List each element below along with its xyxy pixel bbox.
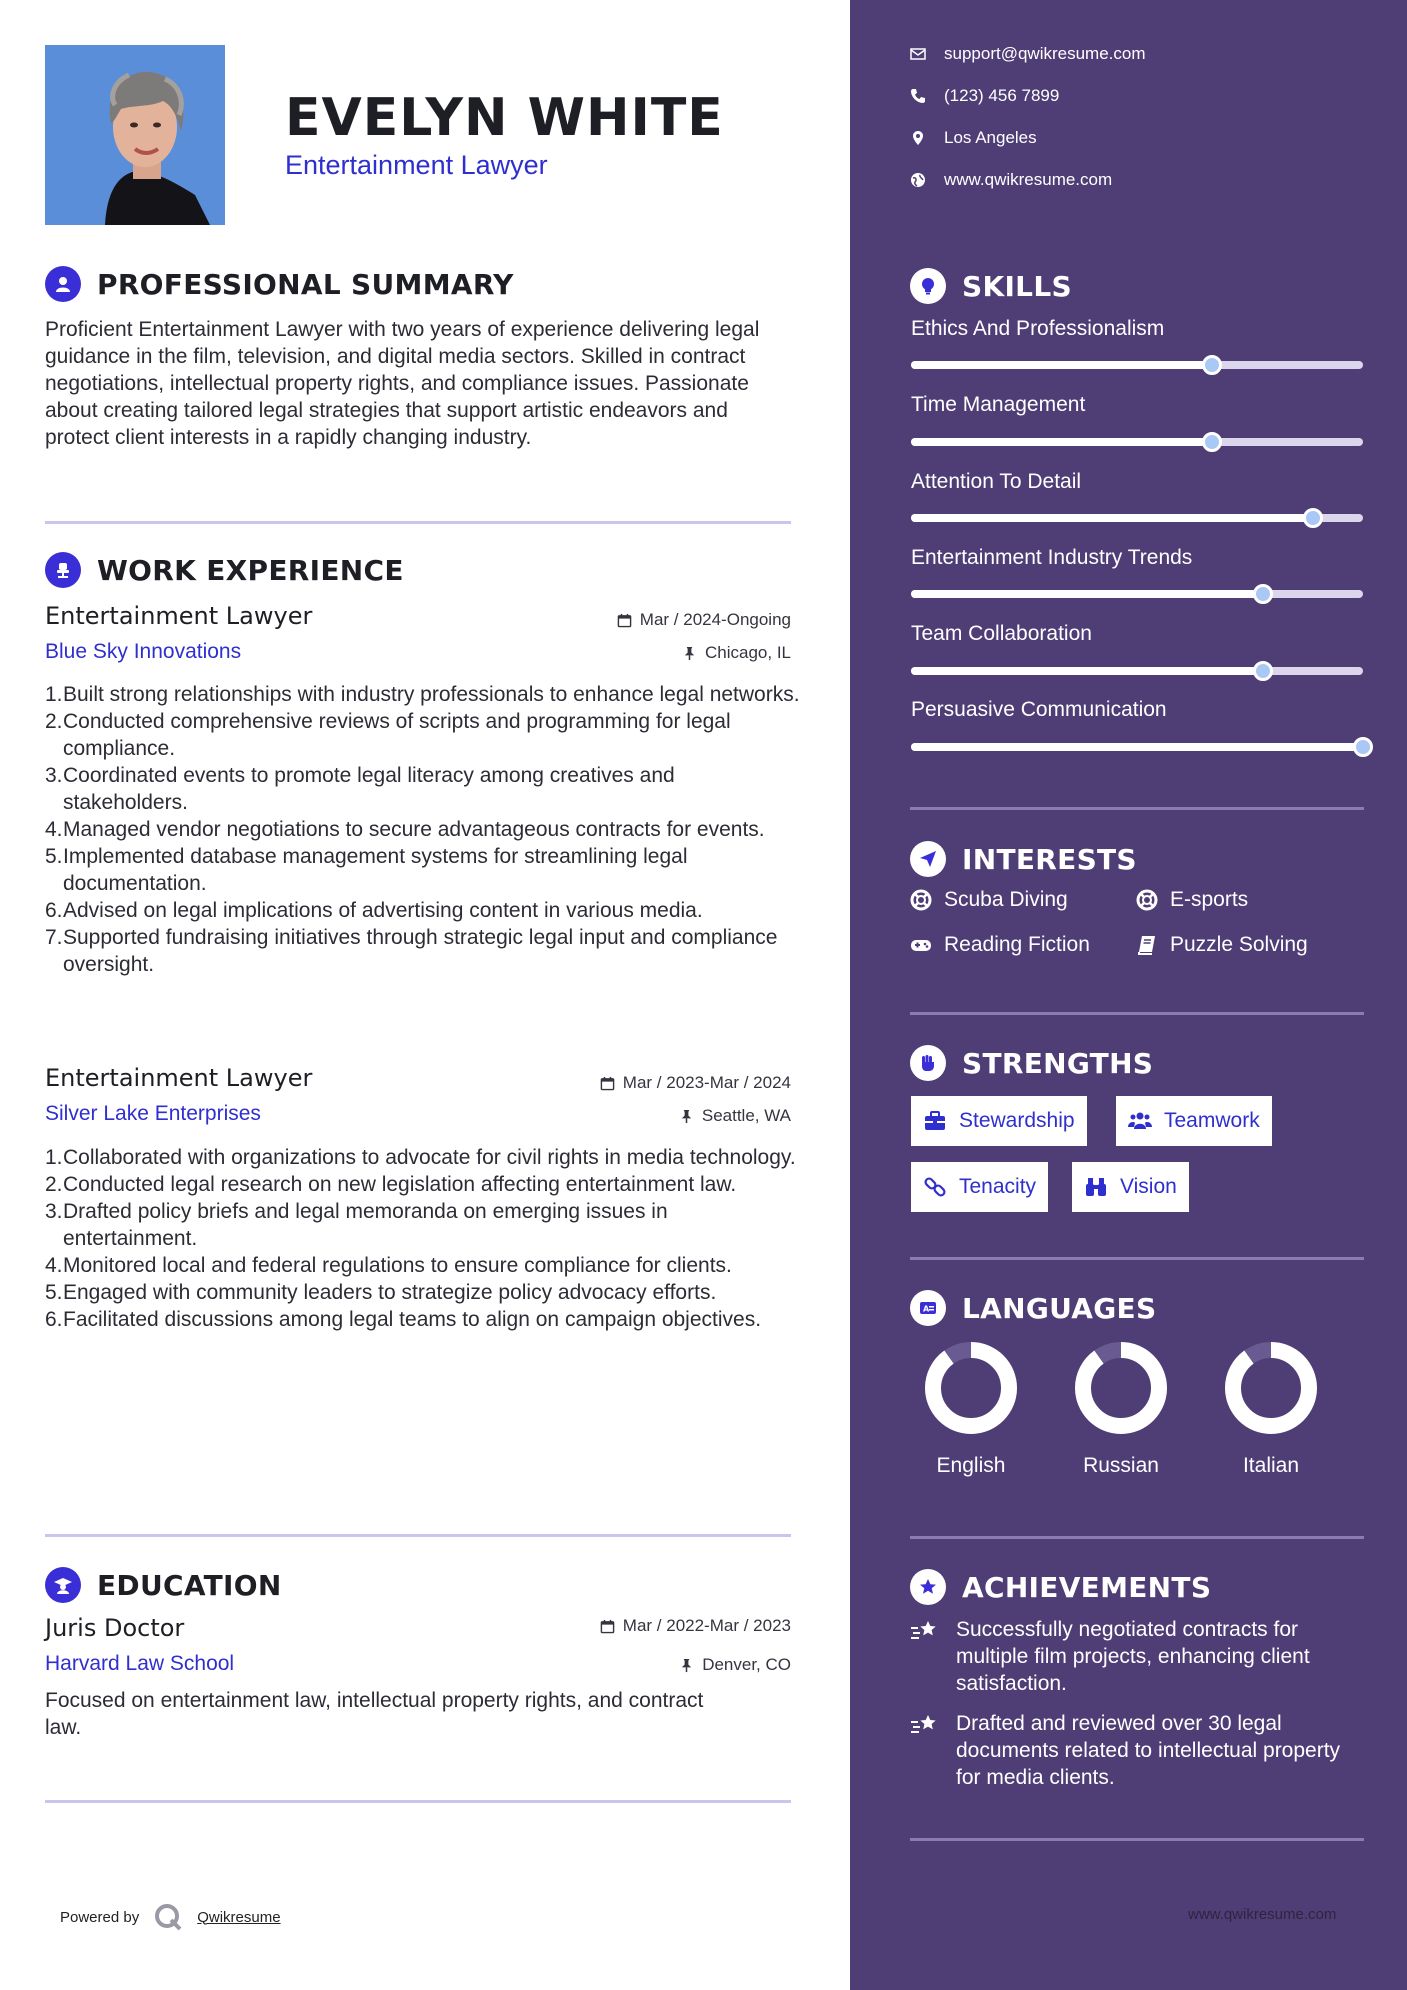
skill-bar-knob [1303,508,1323,528]
candidate-name: EVELYN WHITE [285,88,724,148]
job-bullets [45,681,800,978]
powered-by [60,1902,281,1932]
divider [45,1534,791,1537]
globe-icon [910,172,926,188]
pin-icon [679,1658,694,1673]
language-label: Russian [1083,1454,1159,1477]
strength-chip [911,1162,1048,1212]
education-dates [600,1616,791,1636]
skill-bar-fill [911,438,1212,446]
divider [910,1012,1364,1015]
strength-label: Vision [1120,1175,1177,1198]
svg-text:A: A [923,1304,930,1314]
skill-bar-fill [911,361,1212,369]
achievement-item [910,1616,1370,1697]
skill-label: Entertainment Industry Trends [911,546,1193,569]
achievements-header [910,1569,1211,1605]
list-item: 7. Supported fundraising initiatives through strategic legal input and compliance oversight. [45,926,778,976]
achievement-text: Successfully negotiated contracts for multiple film projects, enhancing client satisfaction. [956,1618,1310,1695]
interest-item [1136,888,1248,912]
strengths-title: STRENGTHS [962,1046,1154,1080]
job-dates [617,610,791,630]
job-title: Entertainment Lawyer [45,602,313,630]
degree: Juris Doctor [45,1614,185,1642]
skill-bar [911,514,1363,522]
list-item: 5. Implemented database management systems for streamlining legal documentation. [45,845,688,895]
pin-icon [679,1109,694,1124]
list-item: 5. Engaged with community leaders to strategize policy advocacy efforts. [45,1281,717,1304]
job-location [682,643,791,663]
job-dates-text: Mar / 2023-Mar / 2024 [622,1073,791,1092]
language-icon [910,1290,946,1326]
phone-icon [910,88,926,104]
briefcase-icon [923,1109,947,1133]
location-text: Los Angeles [944,128,1037,147]
divider [910,807,1364,810]
divider [45,521,791,524]
calendar-icon [617,613,632,628]
list-item: 3. Coordinated events to promote legal literacy among creatives and stakeholders. [45,764,675,814]
achievements-title: ACHIEVEMENTS [962,1570,1212,1604]
skill-bar-fill [911,590,1263,598]
summary-header [45,266,514,302]
skill-bar [911,361,1363,369]
chair-icon [45,552,81,588]
book-icon [1136,934,1158,956]
interest-label: Reading Fiction [944,933,1090,956]
strength-label: Stewardship [959,1109,1075,1132]
interest-label: Puzzle Solving [1170,933,1308,956]
divider [910,1536,1364,1539]
divider [45,1800,791,1803]
powered-by-label: Powered by [60,1908,140,1926]
job-company: Silver Lake Enterprises [45,1102,261,1125]
divider [910,1257,1364,1260]
life-ring-icon [1136,889,1158,911]
list-item: 1. Built strong relationships with industry professionals to enhance legal networks. [45,683,800,706]
profile-photo [45,45,225,225]
skill-label: Persuasive Communication [911,698,1167,721]
skill-label: Ethics And Professionalism [911,317,1165,340]
experience-header [45,552,404,588]
job-dates [600,1073,791,1093]
skill-bar-knob [1253,661,1273,681]
education-title: EDUCATION [97,1568,282,1602]
fist-icon [910,1045,946,1081]
education-header [45,1567,282,1603]
interest-label: Scuba Diving [944,888,1068,911]
skills-title: SKILLS [962,269,1072,303]
gamepad-icon [910,934,932,956]
binoculars-icon [1084,1175,1108,1199]
strength-chip [911,1096,1087,1146]
interests-header [910,841,1137,877]
language-donut-arc [933,1350,1009,1426]
skill-bar-knob [1253,584,1273,604]
skill-bar-fill [911,514,1313,522]
strength-chip [1072,1162,1189,1212]
skill-label: Attention To Detail [911,470,1082,493]
candidate-role: Entertainment Lawyer [285,150,548,180]
languages-title: LANGUAGES [962,1291,1157,1325]
contact-website [910,170,1112,190]
paper-plane-icon [910,841,946,877]
skill-bar-knob [1353,737,1373,757]
job-company: Blue Sky Innovations [45,640,242,663]
job-bullets [45,1144,800,1333]
skill-label: Team Collaboration [911,622,1092,645]
strength-label: Teamwork [1164,1109,1260,1132]
interest-item [910,888,1068,912]
life-ring-icon [910,889,932,911]
list-item: 6. Facilitated discussions among legal teams to align on campaign objectives. [45,1308,762,1331]
link-icon [923,1175,947,1199]
strengths-header [910,1045,1153,1081]
skills-header [910,268,1072,304]
strength-chip [1116,1096,1272,1146]
contact-phone [910,86,1059,106]
pin-icon [682,646,697,661]
interest-label: E-sports [1170,888,1249,911]
language-donut-arc [1233,1350,1309,1426]
skill-bar [911,590,1363,598]
achievement-item [910,1710,1370,1791]
skill-bar-fill [911,667,1263,675]
language-donut-arc [1083,1350,1159,1426]
language-donut [1073,1340,1169,1436]
users-icon [1128,1109,1152,1133]
lightbulb-icon [910,268,946,304]
email-text[interactable]: support@qwikresume.com [944,44,1146,63]
experience-title: WORK EXPERIENCE [97,553,404,587]
list-item: 6. Advised on legal implications of advertising content in various media. [45,899,703,922]
job-location-text: Chicago, IL [705,643,791,662]
skill-bar-fill [911,743,1363,751]
list-item: 1. Collaborated with organizations to advocate for civil rights in media technology. [45,1146,796,1169]
skill-bar [911,438,1363,446]
education-location-text: Denver, CO [702,1655,791,1674]
qwikresume-link[interactable]: Qwikresume [197,1908,281,1926]
map-marker-icon [910,130,926,146]
shooting-star-icon [910,1618,940,1644]
languages-header [910,1290,1156,1326]
interests-title: INTERESTS [962,842,1137,876]
school: Harvard Law School [45,1652,235,1675]
user-icon [45,266,81,302]
education-location [679,1655,791,1675]
star-badge-icon [910,1569,946,1605]
summary-text: Proficient Entertainment Lawyer with two years of experience delivering legal guidance in the film, television, and digital media sectors. Skilled in contract negotiations, intellectual property rights, and compliance issues. Passionate about creating tailored legal strategies that support artistic endeavors and protect client interests in a rapidly changing industry. [45,318,760,449]
interest-item [910,933,1090,957]
list-item: 4. Managed vendor negotiations to secure advantageous contracts for events. [45,818,765,841]
envelope-icon [910,46,926,62]
list-item: 3. Drafted policy briefs and legal memoranda on emerging issues in entertainment. [45,1200,668,1250]
language-donut [1223,1340,1319,1436]
achievement-text: Drafted and reviewed over 30 legal documents related to intellectual property for media clients. [956,1712,1341,1789]
skill-bar [911,743,1363,751]
list-item: 2. Conducted legal research on new legislation affecting entertainment law. [45,1173,737,1196]
phone-text: (123) 456 7899 [944,86,1060,105]
graduate-icon [45,1567,81,1603]
calendar-icon [600,1619,615,1634]
contact-email [910,44,1146,64]
footer-url[interactable]: www.qwikresume.com [1188,1906,1337,1923]
skill-bar [911,667,1363,675]
language-item [1066,1340,1176,1478]
job-location [679,1106,791,1126]
contact-location [910,128,1037,148]
language-item [1216,1340,1326,1478]
qwikresume-logo-icon [153,1902,183,1932]
list-item: 4. Monitored local and federal regulations to ensure compliance for clients. [45,1254,732,1277]
job-location-text: Seattle, WA [701,1106,791,1125]
calendar-icon [600,1076,615,1091]
divider [910,1838,1364,1841]
language-item [916,1340,1026,1478]
shooting-star-icon [910,1712,940,1738]
language-donut [923,1340,1019,1436]
skill-label: Time Management [911,393,1086,416]
summary-title: PROFESSIONAL SUMMARY [97,267,514,301]
list-item: 2. Conducted comprehensive reviews of scripts and programming for legal compliance. [45,710,731,760]
strength-label: Tenacity [959,1175,1037,1198]
interest-item [1136,933,1308,957]
language-label: English [936,1454,1006,1477]
website-text[interactable]: www.qwikresume.com [944,170,1113,189]
job-dates-text: Mar / 2024-Ongoing [639,610,791,629]
job-title: Entertainment Lawyer [45,1064,313,1092]
language-label: Italian [1242,1454,1300,1477]
education-description: Focused on entertainment law, intellectual property rights, and contract law. [45,1689,704,1739]
education-dates-text: Mar / 2022-Mar / 2023 [622,1616,791,1635]
